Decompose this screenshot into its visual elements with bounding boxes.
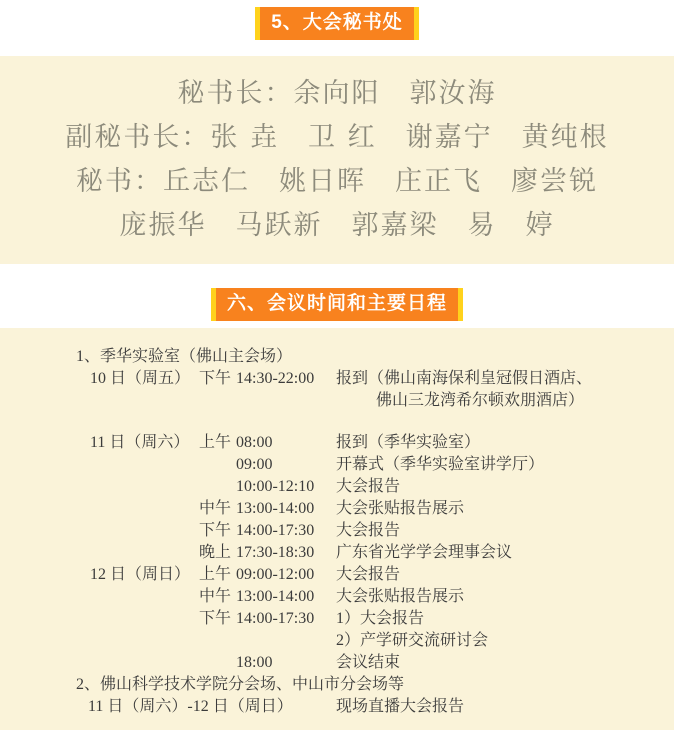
schedule-period: 下午 <box>198 610 231 627</box>
schedule-row <box>0 652 674 674</box>
schedule-date <box>76 520 188 542</box>
schedule-date <box>76 390 188 412</box>
schedule-time: 09:00-12:00 <box>236 566 315 583</box>
schedule-spacer <box>0 412 674 432</box>
schedule-event: 大会张贴报告展示 <box>336 500 465 517</box>
schedule-event: 开幕式（季华实验室讲学厅） <box>336 456 545 473</box>
schedule-date <box>76 498 188 520</box>
schedule-row <box>0 542 674 564</box>
schedule-time: 14:00-17:30 <box>236 610 315 627</box>
schedule-date: 11 日（周六） <box>90 434 190 451</box>
schedule-date <box>76 630 188 652</box>
secretariat-line-4: 庞振华 马跃新 郭嘉梁 易 婷 <box>119 210 555 241</box>
schedule-event: 1）大会报告 <box>336 610 425 627</box>
schedule-date <box>76 476 188 498</box>
schedule-time: 17:30-18:30 <box>236 544 315 561</box>
schedule-row <box>0 564 674 586</box>
schedule-period <box>188 390 236 412</box>
schedule-event: 大会报告 <box>336 478 401 495</box>
schedule-row <box>0 454 674 476</box>
schedule-period <box>188 454 236 476</box>
schedule-venue-heading: 2、佛山科学技术学院分会场、中山市分会场等 <box>76 676 405 693</box>
secretariat-panel <box>0 56 674 264</box>
schedule-row <box>0 586 674 608</box>
schedule-time: 10:00-12:10 <box>236 478 315 495</box>
schedule-event: 现场直播大会报告 <box>336 698 465 715</box>
schedule-period: 中午 <box>198 500 231 517</box>
schedule-period: 下午 <box>198 370 231 387</box>
secretariat-badge-row <box>0 7 674 40</box>
schedule-time: 08:00 <box>236 434 273 451</box>
schedule-date <box>76 542 188 564</box>
schedule-event: 会议结束 <box>336 654 401 671</box>
document-page <box>0 7 674 730</box>
schedule-period: 中午 <box>198 588 231 605</box>
schedule-time <box>236 390 336 412</box>
schedule-date: 12 日（周日） <box>90 566 191 583</box>
schedule-event: 2）产学研交流研讨会 <box>336 632 489 649</box>
schedule-period <box>188 476 236 498</box>
schedule-period <box>188 652 236 674</box>
schedule-date-range: 11 日（周六）-12 日（周日） <box>88 698 293 715</box>
schedule-row-continuation <box>0 390 674 412</box>
schedule-date <box>76 586 188 608</box>
schedule-row <box>0 696 674 718</box>
schedule-event: 报到（佛山南海保利皇冠假日酒店、 <box>336 370 593 387</box>
secretariat-section-badge: 5、大会秘书处 <box>255 7 419 40</box>
schedule-row <box>0 520 674 542</box>
schedule-time: 14:30-22:00 <box>236 370 315 387</box>
schedule-time: 13:00-14:00 <box>236 588 315 605</box>
schedule-row <box>0 368 674 390</box>
schedule-period: 上午 <box>198 566 231 583</box>
schedule-rows <box>0 346 674 718</box>
schedule-section-badge: 六、会议时间和主要日程 <box>211 288 463 321</box>
schedule-date <box>76 608 188 630</box>
schedule-time: 14:00-17:30 <box>236 522 315 539</box>
schedule-time: 13:00-14:00 <box>236 500 315 517</box>
schedule-time: 09:00 <box>236 456 273 473</box>
schedule-row-continuation <box>0 630 674 652</box>
schedule-period <box>188 630 236 652</box>
schedule-time: 18:00 <box>236 654 273 671</box>
schedule-event: 大会报告 <box>336 522 401 539</box>
schedule-event: 广东省光学学会理事会议 <box>336 544 513 561</box>
schedule-event: 佛山三龙湾希尔顿欢朋酒店） <box>376 392 585 409</box>
schedule-row <box>0 498 674 520</box>
schedule-row <box>0 608 674 630</box>
secretariat-line-2: 副秘书长：张 垚 卫 红 谢嘉宁 黄纯根 <box>65 122 609 153</box>
schedule-period: 上午 <box>198 434 231 451</box>
schedule-panel <box>0 328 674 730</box>
schedule-event: 大会报告 <box>336 566 401 583</box>
schedule-period: 晚上 <box>198 544 231 561</box>
schedule-date <box>76 652 188 674</box>
secretariat-line-1: 秘书长：余向阳 郭汝海 <box>177 78 497 109</box>
schedule-venue-heading: 1、季华实验室（佛山主会场） <box>76 348 293 365</box>
secretariat-line-3: 秘书：丘志仁 姚日晖 庄正飞 廖尝锐 <box>76 166 598 197</box>
schedule-badge-row <box>0 288 674 321</box>
schedule-row <box>0 476 674 498</box>
secretariat-name-lines <box>0 72 674 248</box>
schedule-date: 10 日（周五） <box>90 370 191 387</box>
schedule-row <box>0 432 674 454</box>
schedule-event: 报到（季华实验室） <box>336 434 481 451</box>
schedule-date <box>76 454 188 476</box>
schedule-period: 下午 <box>198 522 231 539</box>
schedule-event: 大会张贴报告展示 <box>336 588 465 605</box>
schedule-time <box>236 630 336 652</box>
